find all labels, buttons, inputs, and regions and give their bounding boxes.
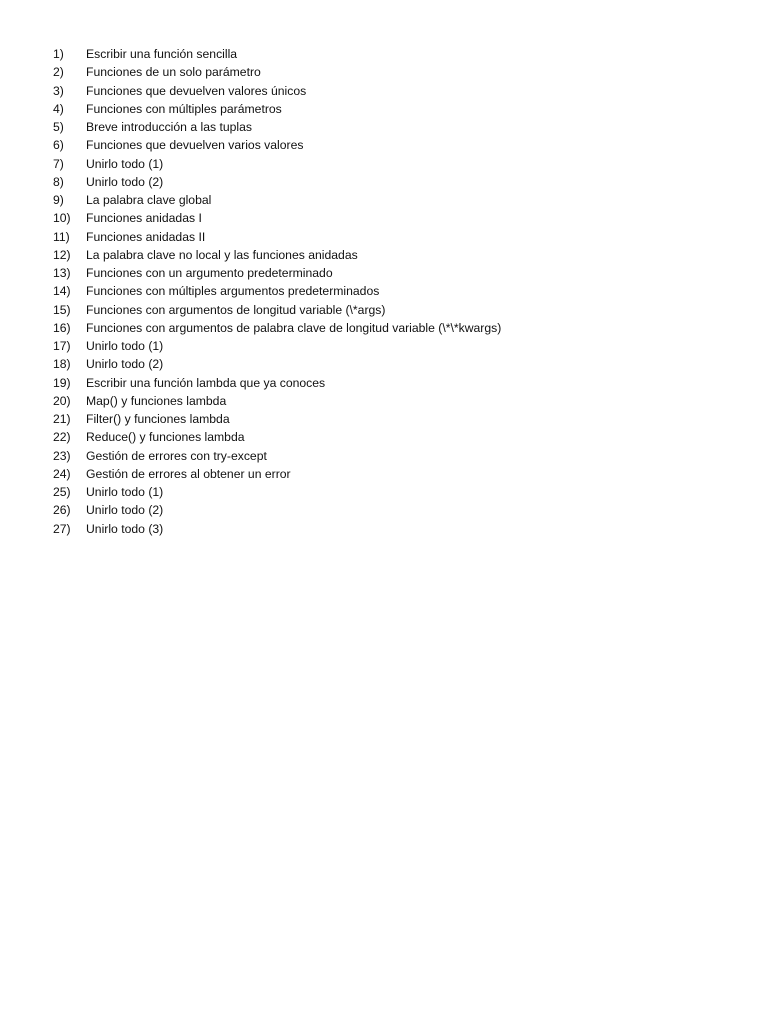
list-item-number: 15) xyxy=(53,302,71,317)
list-item xyxy=(53,465,501,483)
list-item xyxy=(53,100,501,118)
list-item-text: Funciones de un solo parámetro xyxy=(86,65,261,80)
list-item xyxy=(53,136,501,154)
list-item xyxy=(53,246,501,264)
list-item-text: La palabra clave no local y las funciones anidadas xyxy=(86,247,358,262)
list-item-number: 9) xyxy=(53,193,64,207)
list-item xyxy=(53,374,501,392)
list-item-number: 10) xyxy=(53,211,71,226)
list-item-text: Unirlo todo (2) xyxy=(86,174,164,189)
list-item xyxy=(53,82,501,100)
list-item-number: 27) xyxy=(53,521,71,536)
list-item-number: 14) xyxy=(53,284,71,299)
list-item-text: La palabra clave global xyxy=(86,193,212,207)
list-item-text: Map() y funciones lambda xyxy=(86,393,227,408)
list-item xyxy=(53,355,501,373)
list-item-text: Funciones que devuelven varios valores xyxy=(86,138,304,153)
list-item xyxy=(53,155,501,173)
list-item xyxy=(53,282,501,300)
list-item-number: 19) xyxy=(53,375,71,390)
list-item-number: 20) xyxy=(53,393,71,408)
list-item xyxy=(53,428,501,446)
list-item xyxy=(53,63,501,81)
list-item xyxy=(53,209,501,227)
list-item-text: Unirlo todo (1) xyxy=(86,339,164,353)
list-item-text: Funciones con múltiples parámetros xyxy=(86,101,282,116)
list-item-number: 7) xyxy=(53,156,64,171)
list-item xyxy=(53,264,501,282)
list-item xyxy=(53,447,501,465)
list-item-text: Unirlo todo (2) xyxy=(86,357,164,372)
list-item-number: 24) xyxy=(53,466,71,481)
list-item xyxy=(53,118,501,136)
list-item-text: Funciones anidadas I xyxy=(86,211,202,226)
list-item xyxy=(53,483,501,501)
list-item xyxy=(53,191,501,209)
list-item-number: 21) xyxy=(53,412,71,426)
list-item-text: Escribir una función sencilla xyxy=(86,47,238,61)
list-item-number: 11) xyxy=(53,229,70,244)
list-item-text: Funciones con un argumento predeterminado xyxy=(86,266,333,280)
list-item-text: Funciones con múltiples argumentos predeterminados xyxy=(86,284,380,299)
list-item xyxy=(53,410,501,428)
list-item-number: 18) xyxy=(53,357,71,372)
list-item-text: Unirlo todo (2) xyxy=(86,503,164,518)
list-item-text: Funciones con argumentos de palabra clave de longitud variable (\*\*kwargs) xyxy=(86,320,502,335)
list-item-number: 23) xyxy=(53,448,71,463)
list-item-number: 5) xyxy=(53,120,64,134)
list-item-number: 3) xyxy=(53,83,64,98)
list-item-text: Funciones anidadas II xyxy=(86,229,206,244)
list-item-text: Gestión de errores con try-except xyxy=(86,448,267,463)
list-item-text: Reduce() y funciones lambda xyxy=(86,430,245,445)
list-item-number: 6) xyxy=(53,138,64,153)
list-item-number: 2) xyxy=(53,65,64,80)
list-item-text: Gestión de errores al obtener un error xyxy=(86,466,291,481)
list-item xyxy=(53,501,501,519)
list-item xyxy=(53,173,501,191)
list-item-number: 13) xyxy=(53,266,71,280)
list-item-number: 8) xyxy=(53,174,64,189)
list-item-text: Unirlo todo (1) xyxy=(86,156,164,171)
list-item xyxy=(53,301,501,319)
topic-list xyxy=(53,45,501,538)
list-item-number: 26) xyxy=(53,503,71,518)
list-item-number: 1) xyxy=(53,47,64,61)
list-item xyxy=(53,45,501,63)
list-item xyxy=(53,337,501,355)
list-item-number: 12) xyxy=(53,247,71,262)
list-item xyxy=(53,228,501,246)
list-item xyxy=(53,520,501,538)
list-item xyxy=(53,319,501,337)
list-item-text: Funciones con argumentos de longitud variable (\*args) xyxy=(86,302,386,317)
list-item-text: Filter() y funciones lambda xyxy=(86,412,230,426)
list-item-text: Funciones que devuelven valores únicos xyxy=(86,83,307,98)
list-item-number: 17) xyxy=(53,339,71,353)
list-item-number: 4) xyxy=(53,101,64,116)
list-item-number: 16) xyxy=(53,320,71,335)
list-item-text: Escribir una función lambda que ya conoces xyxy=(86,375,326,390)
list-item-text: Unirlo todo (3) xyxy=(86,521,164,536)
list-item-text: Unirlo todo (1) xyxy=(86,485,164,499)
list-item xyxy=(53,392,501,410)
list-item-number: 25) xyxy=(53,485,71,499)
list-item-number: 22) xyxy=(53,430,71,445)
list-item-text: Breve introducción a las tuplas xyxy=(86,120,252,134)
